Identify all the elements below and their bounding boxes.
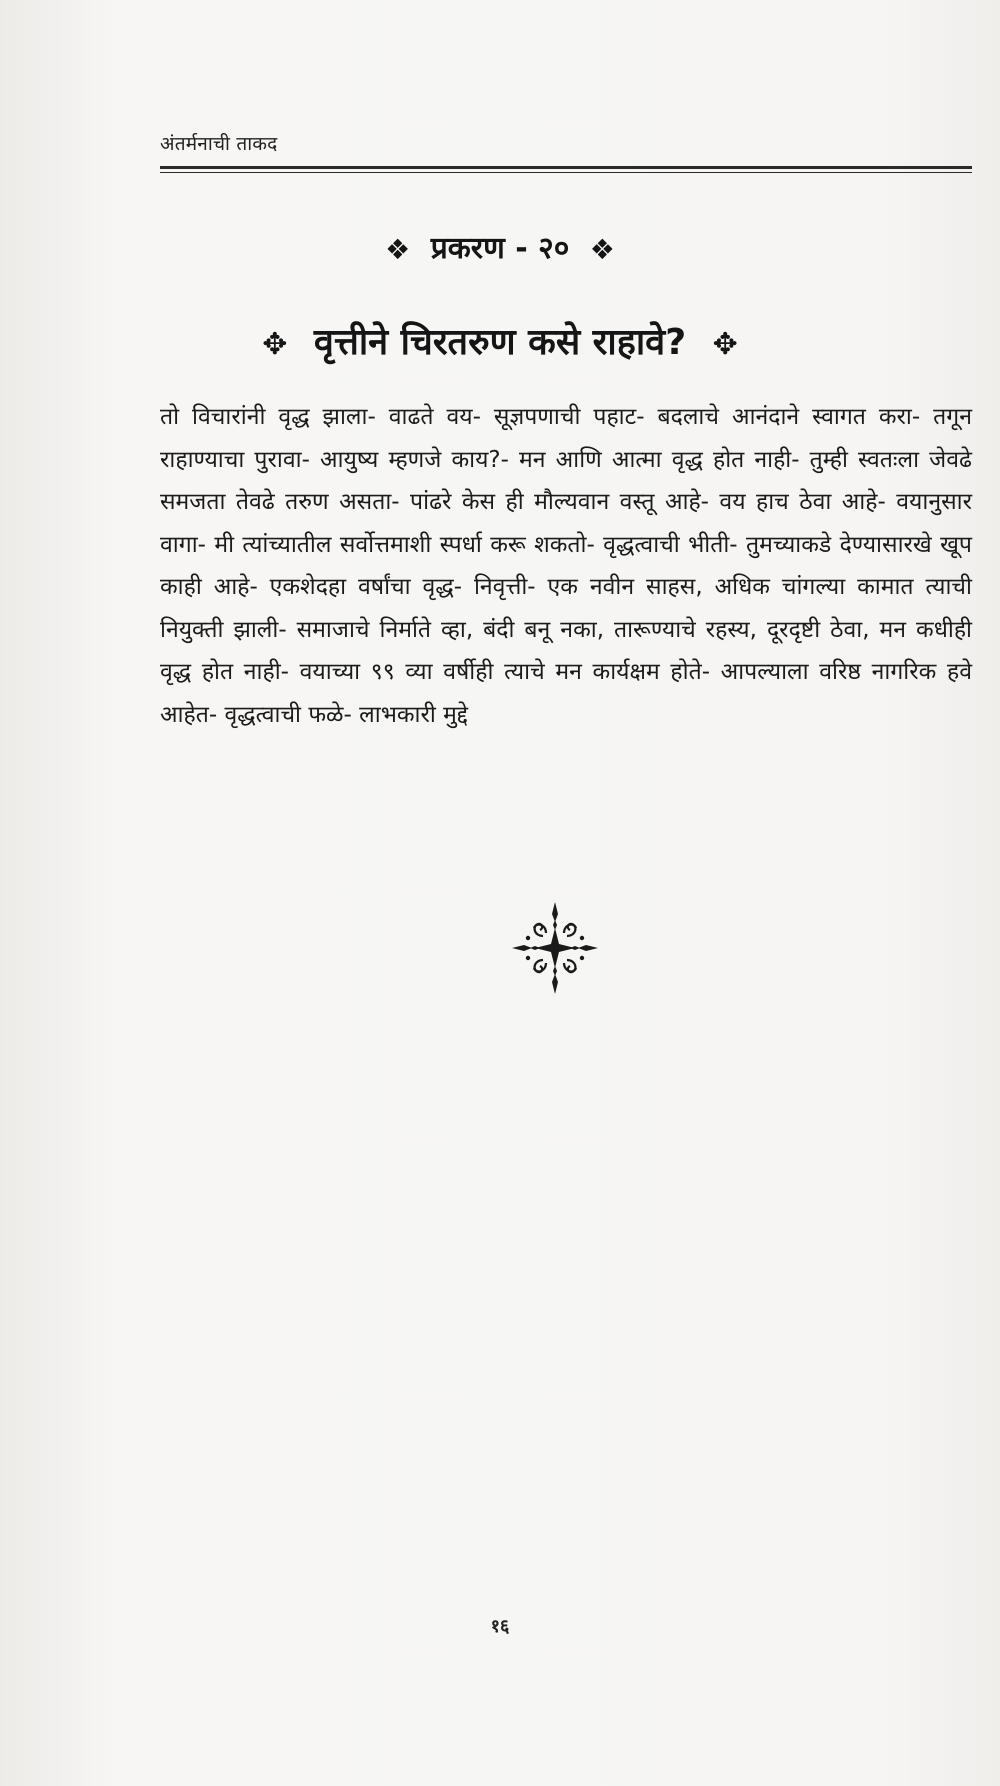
page-number: १६ — [490, 1616, 510, 1637]
chapter-label: प्रकरण - २० — [430, 231, 570, 266]
floral-ornament-icon — [510, 900, 600, 996]
header-rule-thick — [160, 166, 972, 169]
chapter-heading — [0, 226, 1000, 267]
running-head: अंतर्मनाची ताकद — [160, 133, 278, 155]
ornament-right-icon: ❖ — [589, 233, 615, 266]
title-ornament-right-icon: ✥ — [712, 326, 738, 362]
chapter-summary: तो विचारांनी वृद्ध झाला- वाढते वय- सूज्ञपणाची पहाट- बदलाचे आनंदाने स्वागत करा- तगून राहाण्याचा पुरावा- आयुष्य म्हणजे काय?- मन आणि आत्मा वृद्ध होत नाही- तुम्ही स्वतःला जेवढे समजता तेवढे तरुण असता- पांढरे केस ही मौल्यवान वस्तू आहे- वय हाच ठेवा आहे- वयानुसार वागा- मी त्यांच्यातील सर्वोत्तमाशी स्पर्धा करू शकतो- वृद्धत्वाची भीती- तुमच्याकडे देण्यासारखे खूप काही आहे- एकशेदहा वर्षांचा वृद्ध- निवृत्ती- एक नवीन साहस, अधिक चांगल्या कामात त्याची नियुक्ती झाली- समाजाचे निर्माते व्हा, बंदी बनू नका, तारूण्याचे रहस्य, दूरदृष्टी ठेवा, मन कधीही वृद्ध होत नाही- वयाच्या ९९ व्या वर्षीही त्याचे मन कार्यक्षम होते- आपल्याला वरिष्ठ नागरिक हवे आहेत- वृद्धत्वाची फळे- लाभकारी मुद्दे — [160, 404, 972, 728]
title-ornament-left-icon: ✥ — [262, 326, 288, 362]
chapter-title-text: वृत्तीने चिरतरुण कसे राहावे? — [313, 322, 687, 363]
ornament-left-icon: ❖ — [385, 233, 411, 266]
chapter-title — [0, 316, 1000, 365]
header-rule-thin — [160, 172, 972, 173]
